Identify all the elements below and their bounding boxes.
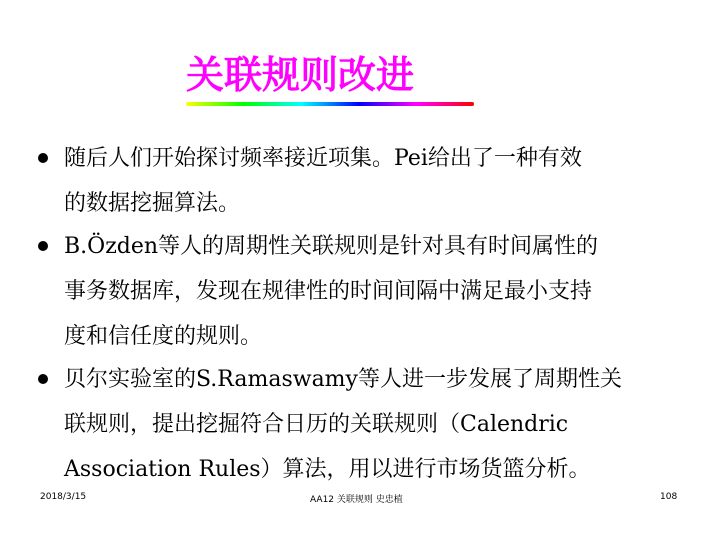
bullet-dot-icon	[38, 374, 48, 384]
bullet-text	[64, 357, 704, 492]
bullet-line: 事务数据库，发现在规律性的时间间隔中满足最小支持	[64, 279, 593, 304]
bullet-dot-icon	[38, 153, 48, 163]
bullet-text	[64, 224, 704, 359]
footer-date: 2018/3/15	[40, 492, 87, 502]
bullet-line: Association Rules）算法，用以进行市场货篮分析。	[64, 457, 591, 482]
footer-page-number: 108	[660, 492, 678, 502]
bullet-line: 的数据挖掘算法。	[64, 191, 241, 216]
bullet-dot-icon	[38, 241, 48, 251]
bullet-line: 联规则，提出挖掘符合日历的关联规则（Calendric	[64, 412, 569, 437]
bullet-text	[64, 136, 704, 226]
bullet-line: B.Özden等人的周期性关联规则是针对具有时间属性的	[64, 234, 599, 259]
bullet-line: 贝尔实验室的S.Ramaswamy等人进一步发展了周期性关	[64, 367, 622, 392]
bullet-line: 度和信任度的规则。	[64, 324, 263, 349]
footer-center-text: AA12 关联规则 史忠植	[310, 495, 403, 505]
slide-title: 关联规则改进	[186, 53, 415, 97]
bullet-line: 随后人们开始探讨频率接近项集。Pei给出了一种有效	[64, 146, 582, 171]
